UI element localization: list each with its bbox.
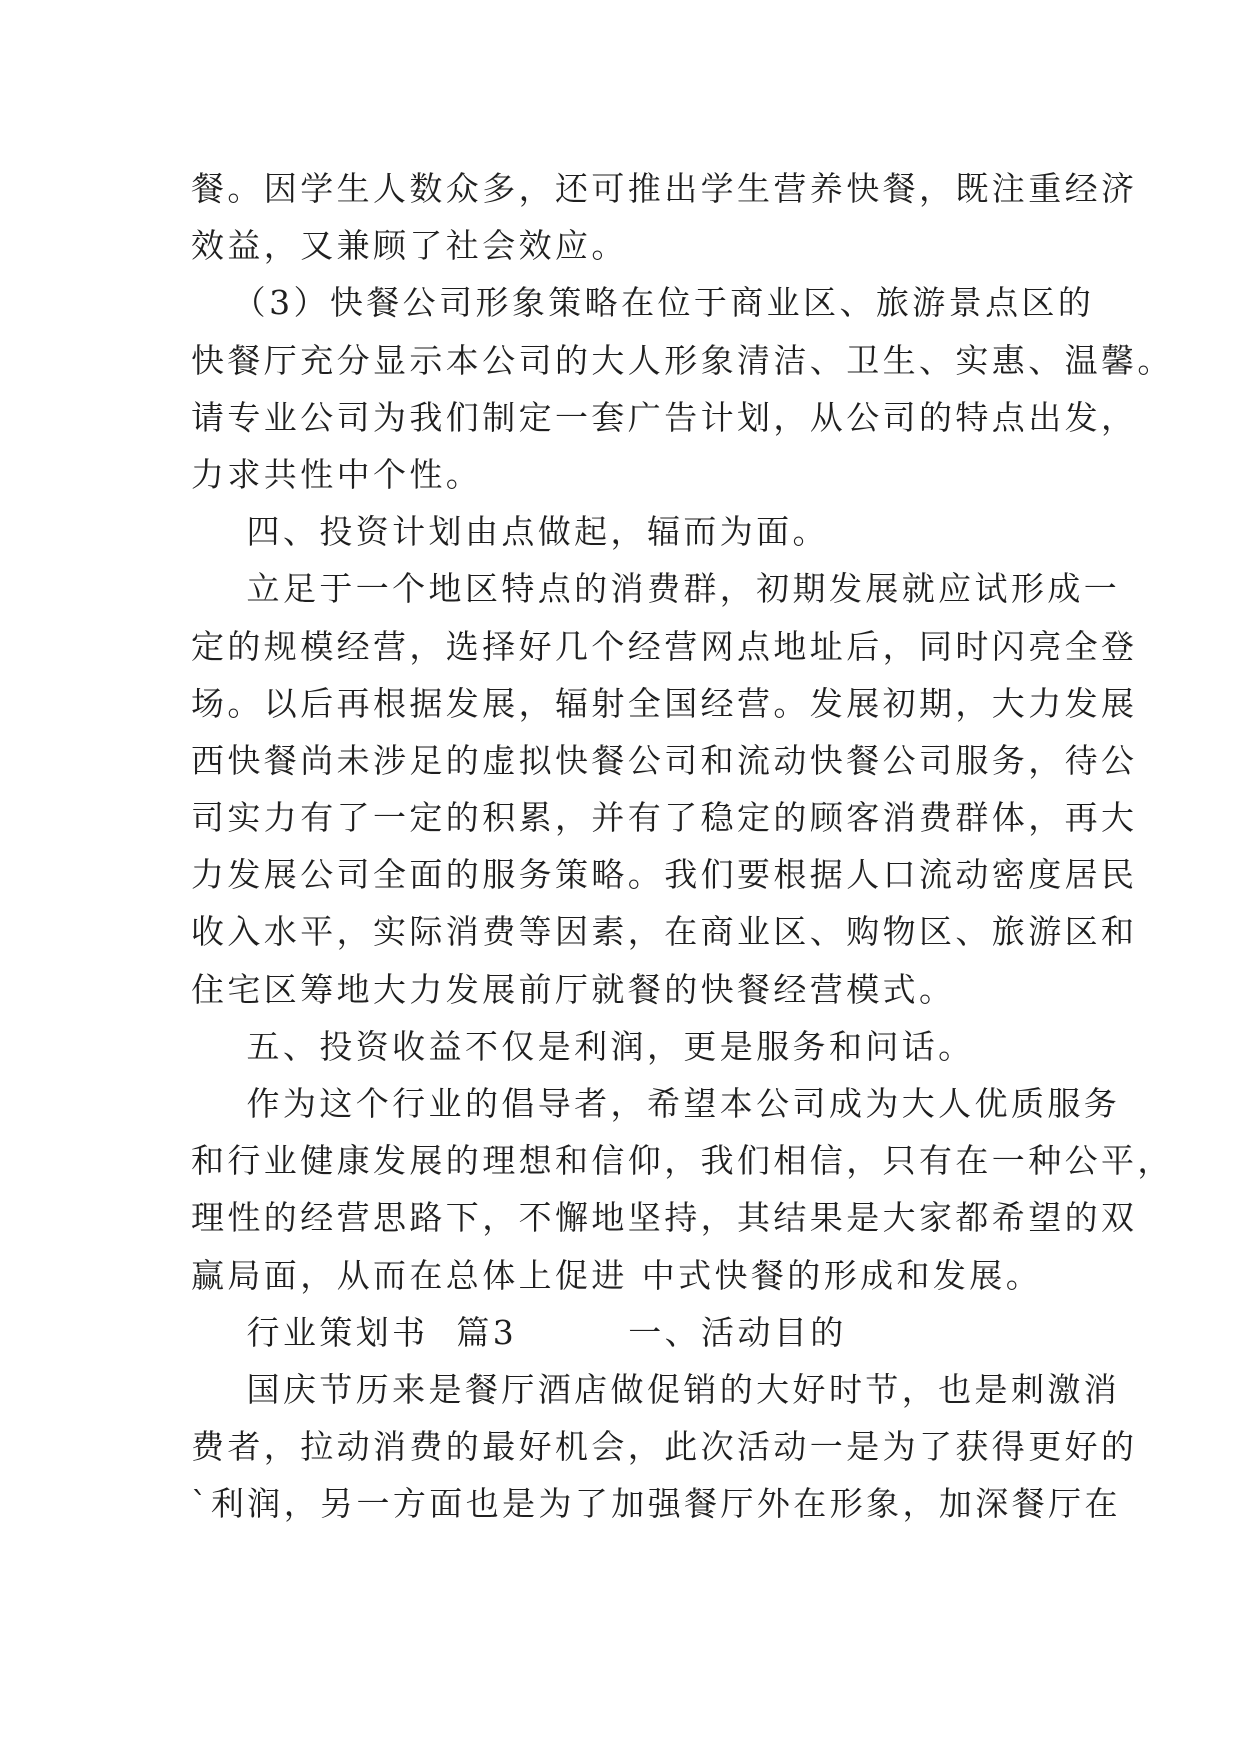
text-line: 和行业健康发展的理想和信仰，我们相信，只有在一种公平， bbox=[191, 1141, 1174, 1181]
text-line: 西快餐尚未涉足的虚拟快餐公司和流动快餐公司服务，待公 bbox=[191, 740, 1138, 780]
text-line: 餐。因学生人数众多，还可推出学生营养快餐，既注重经济 bbox=[191, 169, 1138, 208]
text-line: 力求共性中个性。 bbox=[191, 454, 483, 494]
text-line: 费者，拉动消费的最好机会，此次活动一是为了获得更好的 bbox=[191, 1427, 1138, 1467]
text-line: 住宅区筹地大力发展前厅就餐的快餐经营模式。 bbox=[191, 969, 956, 1009]
section-heading: 行业策划书 篇3 一、活动目的 bbox=[191, 1312, 847, 1352]
text-line: 作为这个行业的倡导者，希望本公司成为大人优质服务 bbox=[191, 1084, 1121, 1123]
text-line: 司实力有了一定的积累，并有了稳定的顾客消费群体，再大 bbox=[191, 798, 1138, 838]
text-line: 快餐厅充分显示本公司的大人形象清洁、卫生、实惠、温馨。 bbox=[191, 340, 1174, 380]
text-line: 力发展公司全面的服务策略。我们要根据人口流动密度居民 bbox=[191, 855, 1138, 895]
text-line: 国庆节历来是餐厅酒店做促销的大好时节，也是刺激消 bbox=[191, 1369, 1121, 1409]
text-line: 立足于一个地区特点的消费群，初期发展就应试形成一 bbox=[191, 569, 1121, 609]
text-line: 赢局面，从而在总体上促进 中式快餐的形成和发展。 bbox=[191, 1255, 1043, 1295]
document-body bbox=[191, 160, 1174, 1533]
text-line: 理性的经营思路下，不懈地坚持，其结果是大家都希望的双 bbox=[191, 1198, 1138, 1238]
text-line: 场。以后再根据发展，辐射全国经营。发展初期，大力发展 bbox=[191, 683, 1138, 723]
text-line: 定的规模经营，选择好几个经营网点地址后，同时闪亮全登 bbox=[191, 626, 1138, 666]
text-line: `利润，另一方面也是为了加强餐厅外在形象，加深餐厅在 bbox=[191, 1484, 1121, 1524]
text-line: 效益，又兼顾了社会效应。 bbox=[191, 226, 628, 266]
section-heading: 四、投资计划由点做起，辐而为面。 bbox=[191, 512, 829, 552]
text-line: （3）快餐公司形象策略在位于商业区、旅游景点区的 bbox=[191, 283, 1095, 323]
section-heading: 五、投资收益不仅是利润，更是服务和问话。 bbox=[191, 1026, 975, 1066]
text-line: 收入水平，实际消费等因素，在商业区、购物区、旅游区和 bbox=[191, 912, 1138, 952]
text-line: 请专业公司为我们制定一套广告计划，从公司的特点出发， bbox=[191, 397, 1138, 437]
